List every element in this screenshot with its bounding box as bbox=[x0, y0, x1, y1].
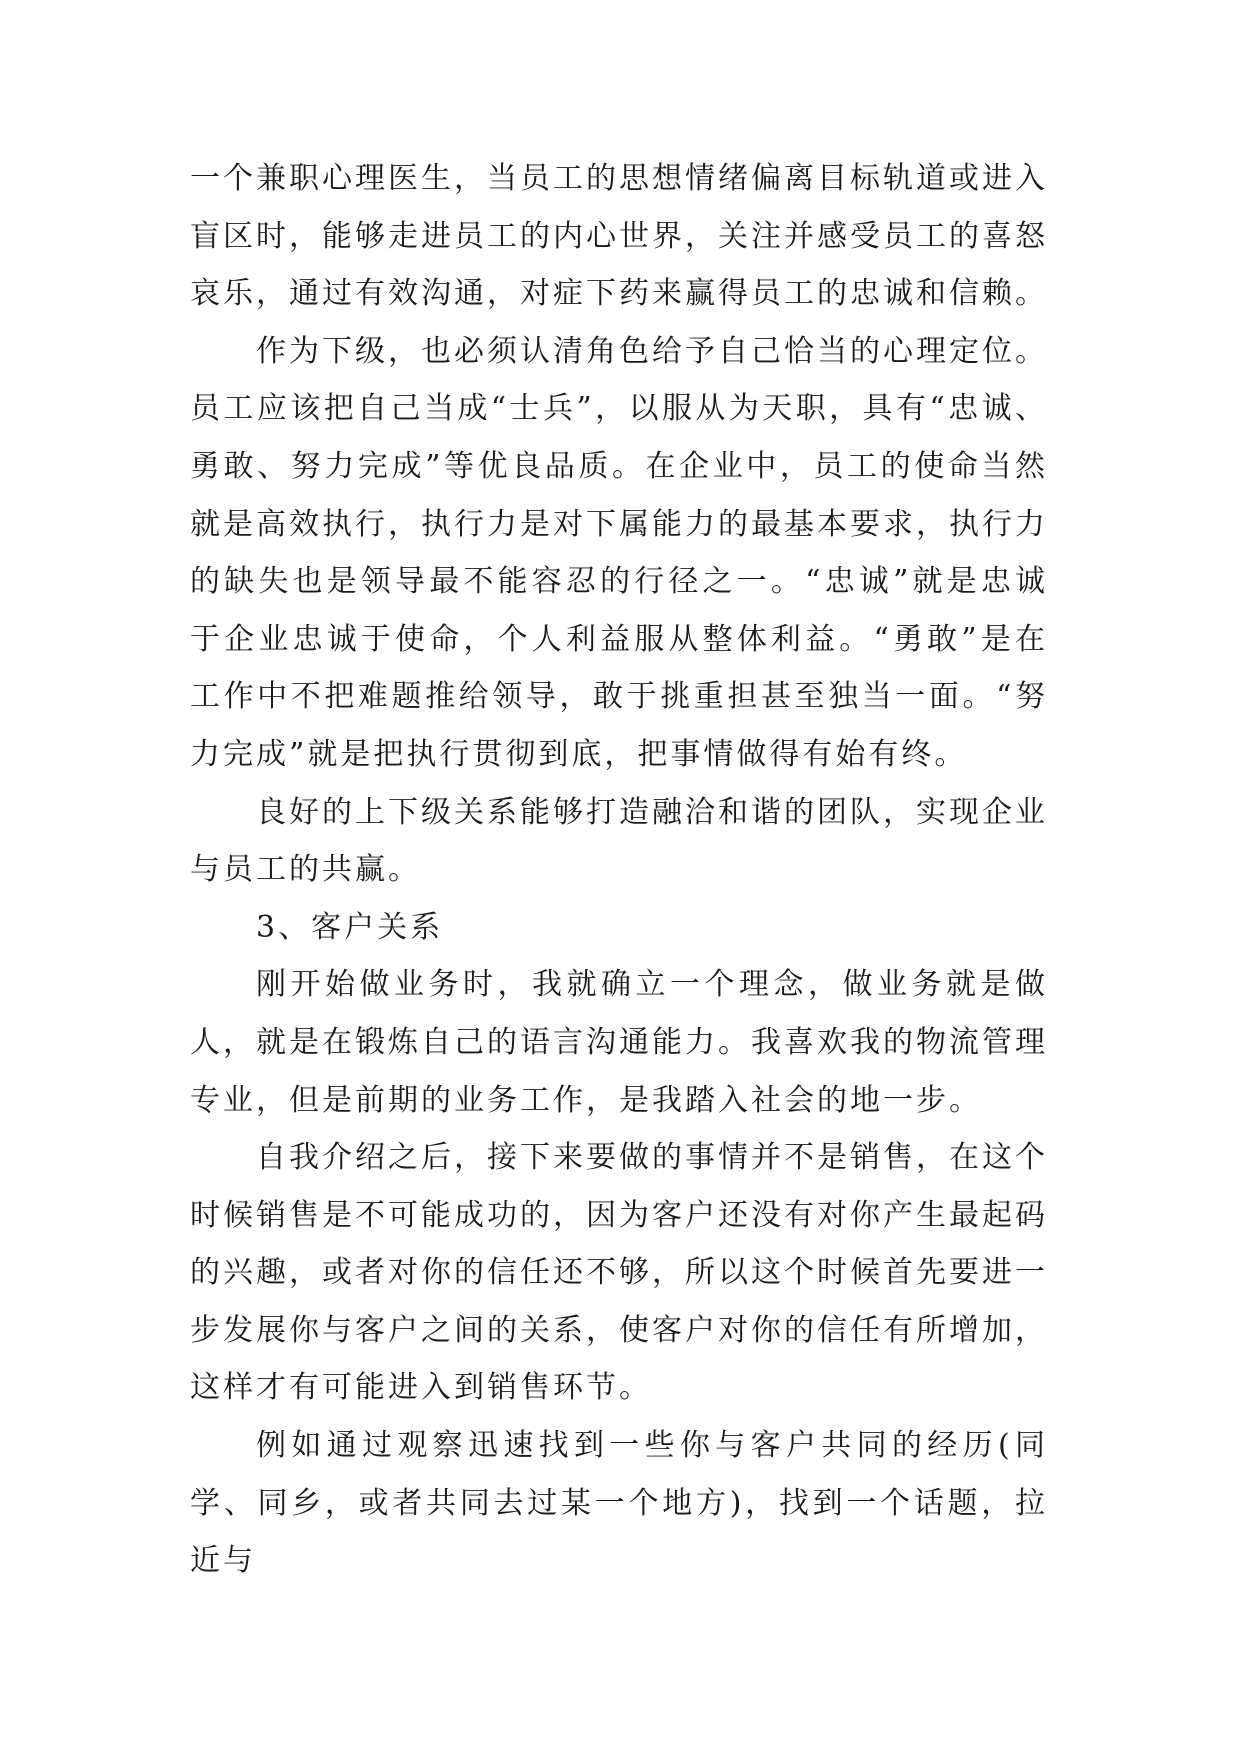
section-heading-customer-relations: 3、客户关系 bbox=[256, 909, 444, 945]
paragraph-continued: 一个兼职心理医生，当员工的思想情绪偏离目标轨道或进入盲区时，能够走进员工的内心世界，关注并感受员工的喜怒哀乐，通过有效沟通，对症下药来赢得员工的忠诚和信赖。 bbox=[190, 161, 1048, 312]
paragraph-relationship-summary: 良好的上下级关系能够打造融洽和谐的团队，实现企业与员工的共赢。 bbox=[190, 794, 1048, 888]
paragraph-starting-business: 刚开始做业务时，我就确立一个理念，做业务就是做人，就是在锻炼自己的语言沟通能力。我喜欢我的物流管理专业，但是前期的业务工作，是我踏入社会的地一步。 bbox=[190, 967, 1048, 1118]
paragraph-subordinate-role: 作为下级，也必须认清角色给予自己恰当的心理定位。员工应该把自己当成“士兵”，以服从为天职，具有“忠诚、勇敢、努力完成”等优良品质。在企业中，员工的使命当然就是高效执行，执行力是对下属能力的最基本要求，执行力的缺失也是领导最不能容忍的行径之一。“忠诚”就是忠诚于企业忠诚于使命，个人利益服从整体利益。“勇敢”是在工作中不把难题推给领导，敢于挑重担甚至独当一面。“努力完成”就是把执行贯彻到底，把事情做得有始有终。 bbox=[190, 333, 1048, 772]
paragraph-after-introduction: 自我介绍之后，接下来要做的事情并不是销售，在这个时候销售是不可能成功的，因为客户还没有对你产生最起码的兴趣，或者对你的信任还不够，所以这个时候首先要进一步发展你与客户之间的关系，使客户对你的信任有所增加，这样才有可能进入到销售环节。 bbox=[190, 1140, 1048, 1406]
paragraph-example: 例如通过观察迅速找到一些你与客户共同的经历(同学、同乡，或者共同去过某一个地方)，找到一个话题，拉近与 bbox=[190, 1428, 1048, 1579]
document-body bbox=[190, 150, 1048, 1590]
